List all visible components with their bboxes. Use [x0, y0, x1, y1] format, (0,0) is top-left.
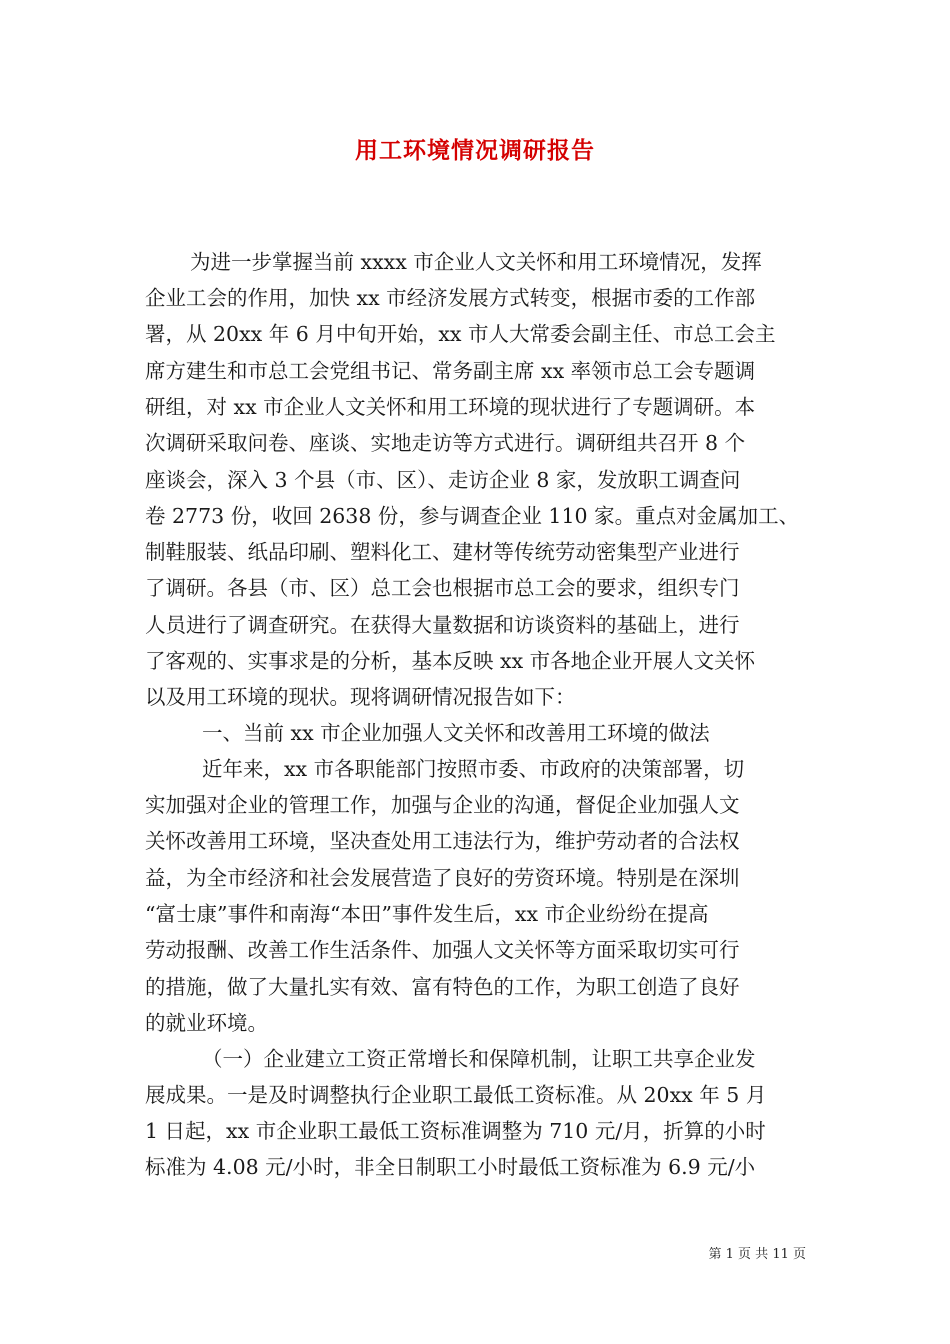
- body-line: 实加强对企业的管理工作，加强与企业的沟通，督促企业加强人文: [145, 793, 740, 817]
- body-line: 署，从 20xx 年 6 月中旬开始，xx 市人大常委会副主任、市总工会主: [145, 322, 776, 346]
- body-line: 劳动报酬、改善工作生活条件、加强人文关怀等方面采取切实可行: [145, 938, 740, 962]
- body-line: 次调研采取问卷、座谈、实地走访等方式进行。调研组共召开 8 个: [145, 431, 746, 455]
- body-line: 近年来，xx 市各职能部门按照市委、市政府的决策部署，切: [202, 757, 745, 781]
- body-line: 的措施，做了大量扎实有效、富有特色的工作，为职工创造了良好: [145, 975, 740, 999]
- body-line: 席方建生和市总工会党组书记、常务副主席 xx 率领市总工会专题调: [145, 359, 756, 383]
- body-line: 1 日起，xx 市企业职工最低工资标准调整为 710 元/月，折算的小时: [145, 1119, 766, 1143]
- body-line: 了客观的、实事求是的分析，基本反映 xx 市各地企业开展人文关怀: [145, 649, 756, 673]
- body-line: 标准为 4.08 元/小时，非全日制职工小时最低工资标准为 6.9 元/小: [145, 1155, 756, 1179]
- body-line: 人员进行了调查研究。在获得大量数据和访谈资料的基础上，进行: [145, 613, 740, 637]
- body-line: 企业工会的作用，加快 xx 市经济发展方式转变，根据市委的工作部: [145, 286, 756, 310]
- body-line: 以及用工环境的现状。现将调研情况报告如下：: [145, 685, 576, 709]
- body-line: 益，为全市经济和社会发展营造了良好的劳资环境。特别是在深圳: [145, 866, 740, 890]
- document-title: 用工环境情况调研报告: [355, 137, 595, 164]
- body-line: “富士康”事件和南海“本田”事件发生后，xx 市企业纷纷在提高: [145, 902, 709, 926]
- body-line: 关怀改善用工环境，坚决查处用工违法行为，维护劳动者的合法权: [145, 829, 740, 853]
- body-line: 研组，对 xx 市企业人文关怀和用工环境的现状进行了专题调研。本: [145, 395, 756, 419]
- body-line: 制鞋服装、纸品印刷、塑料化工、建材等传统劳动密集型产业进行: [145, 540, 740, 564]
- body-line: 了调研。各县（市、区）总工会也根据市总工会的要求，组织专门: [145, 576, 740, 600]
- subsection-heading: （一）企业建立工资正常增长和保障机制，让职工共享企业发: [202, 1047, 756, 1071]
- body-line: 座谈会，深入 3 个县（市、区）、走访企业 8 家，发放职工调查问: [145, 468, 741, 492]
- body-line: 为进一步掌握当前 xxxx 市企业人文关怀和用工环境情况，发挥: [190, 250, 762, 274]
- page-number: 第 1 页 共 11 页: [708, 1247, 806, 1262]
- body-line: 的就业环境。: [145, 1011, 268, 1035]
- section-heading: 一、当前 xx 市企业加强人文关怀和改善用工环境的做法: [202, 721, 710, 745]
- body-line: 展成果。一是及时调整执行企业职工最低工资标准。从 20xx 年 5 月: [145, 1083, 767, 1107]
- body-line: 卷 2773 份，收回 2638 份，参与调查企业 110 家。重点对金属加工、: [145, 504, 800, 528]
